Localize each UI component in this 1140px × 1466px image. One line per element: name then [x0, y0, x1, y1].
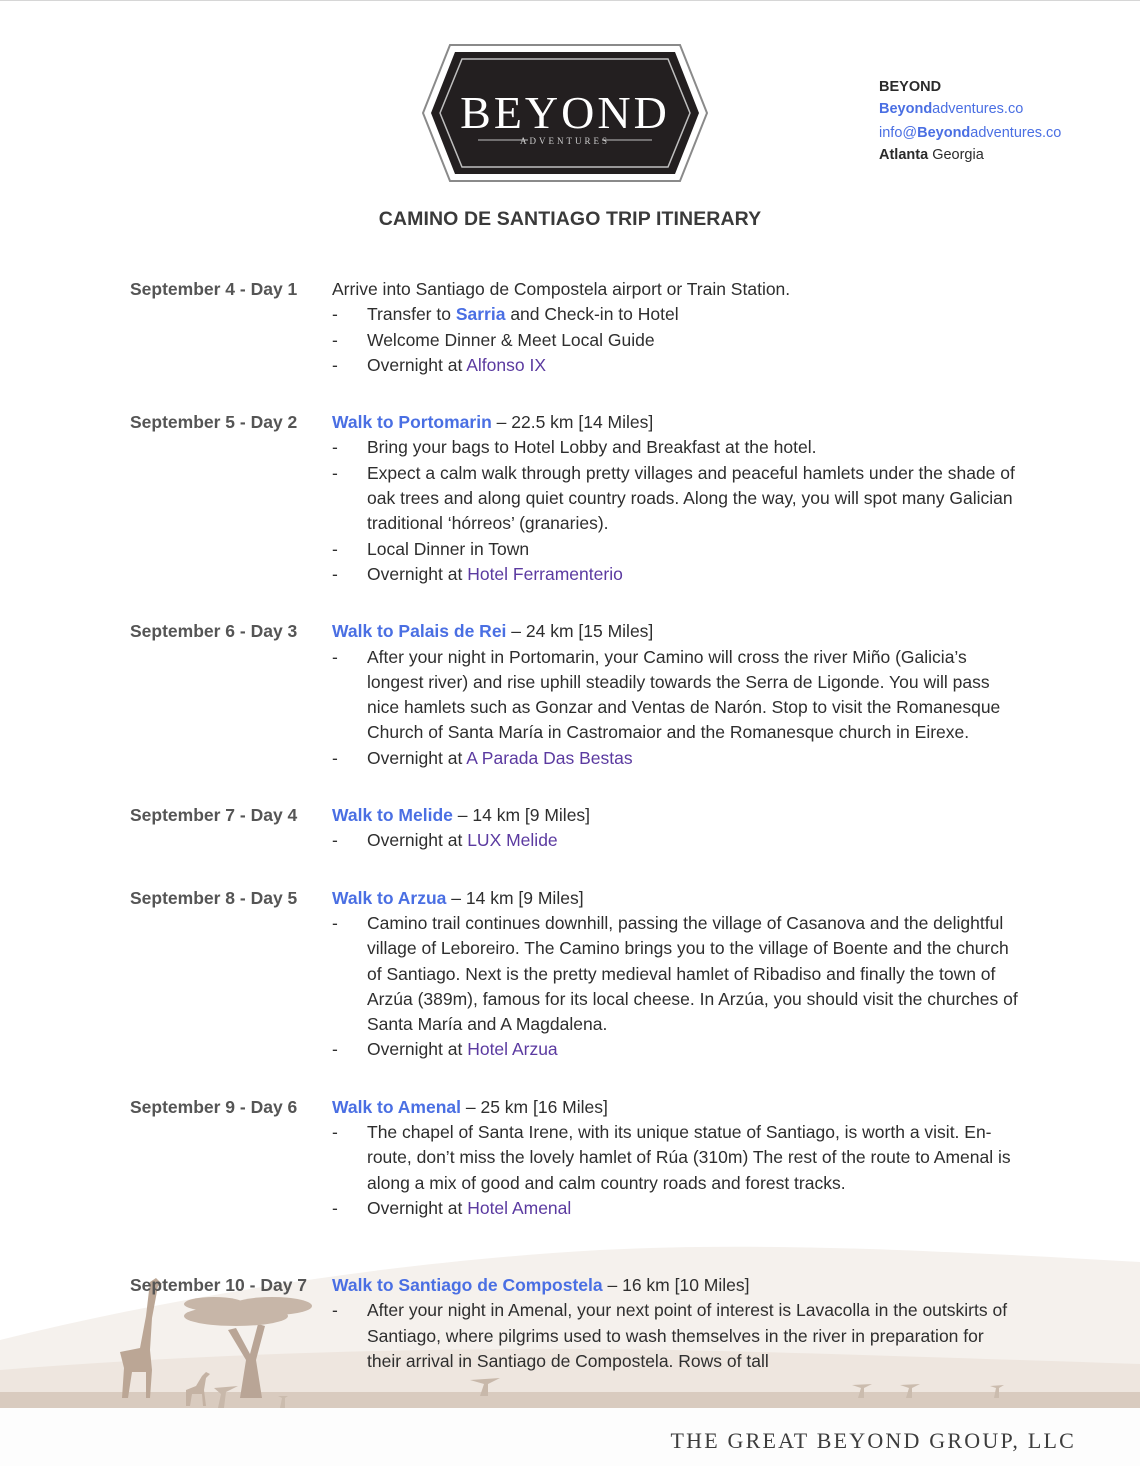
- day-label: September 4 - Day 1: [130, 279, 298, 299]
- website-link[interactable]: [879, 98, 1061, 120]
- hotel-link[interactable]: Alfonso IX: [466, 354, 547, 375]
- bullet-text: Welcome Dinner & Meet Local Guide: [367, 329, 655, 350]
- walk-distance: – 22.5 km [14 Miles]: [491, 412, 654, 433]
- day-label: September 7 - Day 4: [130, 805, 298, 826]
- walk-link[interactable]: Walk to Palais de Rei: [332, 621, 507, 642]
- bullet-text: Camino trail continues downhill, passing the village of Casanova and the delightful village of Leboreiro. The Camino brings you to the village of Boente and the church of Santiago. Next is the pretty medieval hamlet of Ribadiso and finally the town of Arzúa (389m), famous for its local cheese. In Arzúa, you should visit the churches of Santa María and A Magdalena.: [367, 912, 1018, 1035]
- walk-link[interactable]: Walk to Arzua: [332, 887, 447, 908]
- bullet-dash: -: [332, 1039, 338, 1060]
- walk-distance: – 14 km [9 Miles]: [446, 887, 584, 908]
- overnight-text: Overnight at: [367, 354, 467, 375]
- bullet-dash: -: [332, 437, 338, 458]
- list-item: [332, 1196, 1020, 1221]
- list-item: [332, 1298, 1020, 1374]
- day-body: [332, 886, 1020, 1063]
- overnight-text: Overnight at: [367, 1197, 468, 1218]
- walk-link[interactable]: Walk to Melide: [332, 805, 453, 826]
- bullet-dash: -: [332, 462, 338, 483]
- list-item: [332, 1120, 1020, 1196]
- walk-distance: – 25 km [16 Miles]: [461, 1096, 608, 1117]
- beyond-adventures-logo: [420, 42, 710, 184]
- email-rest: adventures.co: [970, 125, 1062, 141]
- bullet-list: [332, 1298, 1020, 1374]
- bullet-dash: -: [332, 912, 338, 933]
- company-name: BEYOND: [879, 79, 942, 95]
- list-item: [332, 645, 1020, 746]
- location-state: Georgia: [932, 147, 984, 163]
- list-item: [332, 353, 1020, 378]
- list-item: [332, 461, 1020, 537]
- bullet-dash: -: [332, 1300, 338, 1321]
- hotel-link[interactable]: Hotel Arzua: [467, 1039, 558, 1060]
- day-label: September 8 - Day 5: [130, 887, 298, 908]
- logo-main-text: BEYOND: [460, 87, 670, 138]
- day-label: September 5 - Day 2: [130, 412, 298, 433]
- day-headline: [332, 619, 1020, 644]
- website-bold: Beyond: [879, 101, 933, 117]
- bullet-text: After your night in Amenal, your next point of interest is Lavacolla in the outskirts of Santiago, where pilgrims used to wash themselves in the river in preparation for their arrival in Santiago de Compostela. Rows of tall: [367, 1300, 1008, 1371]
- bullet-dash: -: [332, 354, 338, 375]
- list-item: [332, 746, 1020, 771]
- walk-link[interactable]: Walk to Amenal: [332, 1096, 462, 1117]
- bullet-dash: -: [332, 1122, 338, 1143]
- logo-sub-text: ADVENTURES: [520, 136, 610, 146]
- day-intro: Arrive into Santiago de Compostela airport or Train Station.: [332, 279, 791, 299]
- list-item: [332, 562, 1020, 587]
- day-body: [332, 1095, 1020, 1221]
- list-item: [332, 828, 1020, 853]
- walk-distance: – 24 km [15 Miles]: [506, 621, 654, 642]
- itinerary: [130, 277, 1020, 1253]
- bullet-dash: -: [332, 830, 338, 851]
- list-item: [332, 302, 1020, 327]
- bullet-dash: -: [332, 304, 338, 325]
- location-city: Atlanta: [879, 147, 929, 163]
- day-section: [130, 410, 1020, 587]
- list-item: [332, 1037, 1020, 1062]
- bullet-text: and Check-in to Hotel: [505, 304, 679, 325]
- day-section: [130, 1273, 1020, 1374]
- day-body: [332, 1273, 1020, 1374]
- email-link[interactable]: [879, 122, 1061, 144]
- hotel-link[interactable]: Hotel Ferramenterio: [467, 563, 623, 584]
- day-section: [130, 886, 1020, 1063]
- list-item: [332, 435, 1020, 460]
- bullet-dash: -: [332, 329, 338, 350]
- day-headline: [332, 410, 1020, 435]
- day-label: September 6 - Day 3: [130, 621, 298, 642]
- bullet-list: [332, 302, 1020, 378]
- email-pre: info@: [879, 125, 918, 141]
- day-label: September 10 - Day 7: [130, 1275, 308, 1295]
- day-body: [332, 803, 1020, 854]
- day-headline: [332, 886, 1020, 911]
- logo-badge: [420, 42, 710, 184]
- contact-block: [879, 76, 1061, 166]
- overnight-text: Overnight at: [367, 747, 467, 768]
- overnight-text: Overnight at: [367, 563, 468, 584]
- list-item: [332, 537, 1020, 562]
- bullet-dash: -: [332, 1197, 338, 1218]
- bullet-dash: -: [332, 563, 338, 584]
- day-body: [332, 277, 1020, 378]
- walk-distance: – 14 km [9 Miles]: [452, 805, 591, 826]
- bullet-text: Transfer to: [367, 304, 456, 325]
- list-item: [332, 328, 1020, 353]
- location: [879, 144, 1061, 166]
- bullet-list: [332, 911, 1020, 1063]
- day-body: [332, 619, 1020, 771]
- bullet-list: [332, 1120, 1020, 1221]
- overnight-text: Overnight at: [367, 830, 468, 851]
- walk-link[interactable]: Walk to Santiago de Compostela: [332, 1275, 603, 1295]
- walk-distance: – 16 km [10 Miles]: [602, 1275, 750, 1295]
- bullet-text: The chapel of Santa Irene, with its unique statue of Santiago, is worth a visit. En-route, don’t miss the lovely hamlet of Rúa (310m) The rest of the route to Amenal is along a mix of good and calm country roads and forest tracks.: [367, 1122, 1011, 1193]
- footer-company: THE GREAT BEYOND GROUP, LLC: [670, 1428, 1076, 1453]
- day-headline: [332, 1095, 1020, 1120]
- page-title: CAMINO DE SANTIAGO TRIP ITINERARY: [378, 208, 762, 230]
- bullet-dash: -: [332, 747, 338, 768]
- bullet-dash: -: [332, 646, 338, 667]
- day-section: [130, 1095, 1020, 1221]
- list-item: [332, 911, 1020, 1037]
- bullet-text: Bring your bags to Hotel Lobby and Breakfast at the hotel.: [367, 437, 817, 458]
- bullet-text: Expect a calm walk through pretty villages and peaceful hamlets under the shade of oak trees and along quiet country roads. Along the way, you will spot many Galician traditional ‘hórreos’ (granaries).: [367, 462, 1015, 534]
- bullet-list: [332, 435, 1020, 587]
- day-headline: [332, 803, 1020, 828]
- bullet-text: Local Dinner in Town: [367, 538, 530, 559]
- email-bold: Beyond: [917, 125, 971, 141]
- day-section: [130, 619, 1020, 771]
- hotel-link[interactable]: Hotel Amenal: [467, 1197, 572, 1218]
- day-section: [130, 277, 1020, 378]
- day-body: [332, 410, 1020, 587]
- day-headline: [332, 1273, 1020, 1298]
- sarria-link[interactable]: Sarria: [455, 304, 506, 325]
- hotel-link[interactable]: LUX Melide: [467, 830, 558, 851]
- overnight-text: Overnight at: [367, 1039, 468, 1060]
- bullet-list: [332, 645, 1020, 771]
- day-section: [130, 803, 1020, 854]
- bullet-list: [332, 828, 1020, 853]
- website-rest: adventures.co: [932, 101, 1024, 117]
- day-label: September 9 - Day 6: [130, 1096, 298, 1117]
- itinerary-continued: [130, 1273, 1020, 1406]
- bullet-dash: -: [332, 538, 338, 559]
- bullet-text: After your night in Portomarin, your Camino will cross the river Miño (Galicia’s longest river) and rise uphill steadily towards the Serra de Ligonde. You will pass nice hamlets such as Gonzar and Ventas de Narón. Stop to visit the Romanesque Church of Santa María in Castromaior and the Romanesque church in Eirexe.: [367, 646, 1001, 743]
- top-border: [0, 0, 1140, 1]
- hotel-link[interactable]: A Parada Das Bestas: [466, 747, 633, 768]
- walk-link[interactable]: Walk to Portomarin: [332, 412, 492, 433]
